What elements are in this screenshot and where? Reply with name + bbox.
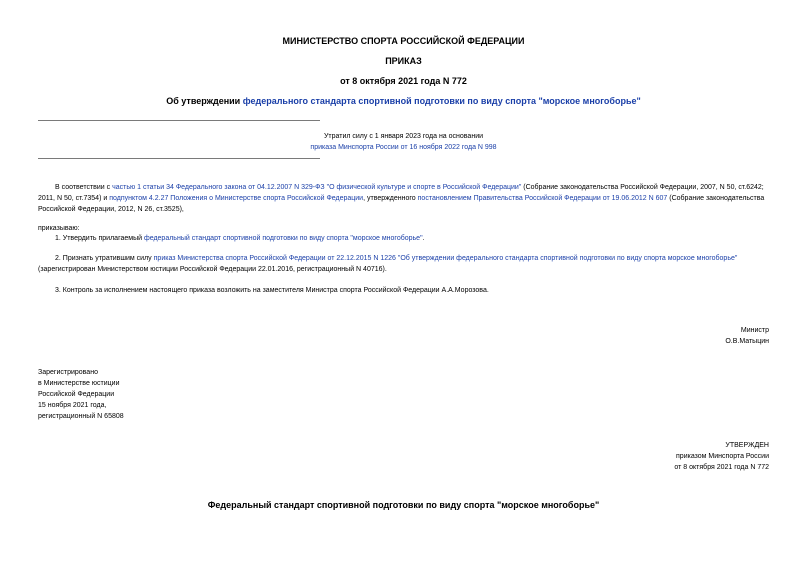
order-word: приказываю:	[38, 225, 80, 232]
standard-title: Федеральный стандарт спортивной подготовки по виду спорта "морское многоборье"	[207, 500, 600, 510]
doc-title	[0, 96, 807, 106]
preamble-decree-link[interactable]: постановлением Правительства Российской Федерации от 19.06.2012 N 607	[417, 195, 668, 202]
approval-block	[674, 440, 769, 473]
preamble-regulation-link[interactable]: подпунктом 4.2.27 Положения о Министерстве спорта Российской Федерации	[109, 195, 364, 202]
preamble-text-4: (Собрание законодательства Российской Федерации, 2012, N 26, ст.3525),	[38, 195, 765, 213]
approval-line-1: УТВЕРЖДЕН	[725, 442, 769, 449]
registration-line-2: в Министерстве юстиции	[38, 380, 120, 387]
approval-line-3: от 8 октября 2021 года N 772	[674, 464, 769, 471]
doc-type-heading: ПРИКАЗ	[385, 56, 422, 66]
signature-position: Министр	[740, 327, 769, 334]
preamble-law-link[interactable]: частью 1 статьи 34 Федерального закона от 04.12.2007 N 329-ФЗ "О физической культуре и спорте в Российской Федерации"	[112, 184, 522, 191]
registration-block	[38, 367, 124, 422]
ministry-heading: МИНИСТЕРСТВО СПОРТА РОССИЙСКОЙ ФЕДЕРАЦИИ	[282, 36, 525, 46]
item-3: 3. Контроль за исполнением настоящего приказа возложить на заместителя Министра спорта Российской Федерации А.А.Морозова.	[55, 287, 489, 294]
repeal-note-line1: Утратил силу с 1 января 2023 года на основании	[323, 133, 484, 140]
bottom-rule	[38, 158, 320, 159]
registration-line-4: 15 ноября 2021 года,	[38, 402, 107, 409]
preamble-text-1: В соответствии с	[55, 184, 113, 191]
preamble-text-3: , утвержденного	[363, 195, 418, 202]
item-2-text: 2. Признать утратившим силу	[55, 255, 154, 262]
item-2-order-link[interactable]: приказ Министерства спорта Российской Федерации от 22.12.2015 N 1226 "Об утверждении федерального стандарта спортивной подготовки по виду спорта морское многоборье"	[153, 255, 738, 262]
item-1-end: .	[422, 235, 425, 242]
signature-name: О.В.Матыцин	[725, 338, 769, 345]
registration-line-3: Российской Федерации	[38, 391, 115, 398]
item-1-text: 1. Утвердить прилагаемый	[55, 235, 144, 242]
top-rule	[38, 120, 320, 121]
doc-title-link[interactable]: федерального стандарта спортивной подготовки по виду спорта "морское многоборье"	[242, 96, 641, 106]
item-1-standard-link[interactable]: федеральный стандарт спортивной подготовки по виду спорта "морское многоборье"	[143, 235, 423, 242]
doc-title-prefix: Об утверждении	[166, 96, 243, 106]
item-2-end: (зарегистрирован Министерством юстиции Российской Федерации 22.01.2016, регистрационный N 40716).	[38, 266, 387, 273]
repeal-note-link[interactable]: приказа Минспорта России от 16 ноября 2022 года N 998	[310, 144, 497, 151]
doc-date-number: от 8 октября 2021 года N 772	[340, 76, 467, 86]
registration-line-1: Зарегистрировано	[38, 369, 98, 376]
item-1	[38, 233, 773, 244]
preamble-paragraph	[38, 182, 773, 215]
registration-line-5: регистрационный N 65808	[38, 413, 124, 420]
preamble-text-2: (Собрание законодательства Российской Федерации, 2007, N 50, ст.6242; 2011, N 50, ст.7354) и	[38, 184, 764, 202]
item-2	[38, 253, 773, 275]
approval-line-2: приказом Минспорта России	[676, 453, 769, 460]
signature-block	[725, 325, 769, 347]
